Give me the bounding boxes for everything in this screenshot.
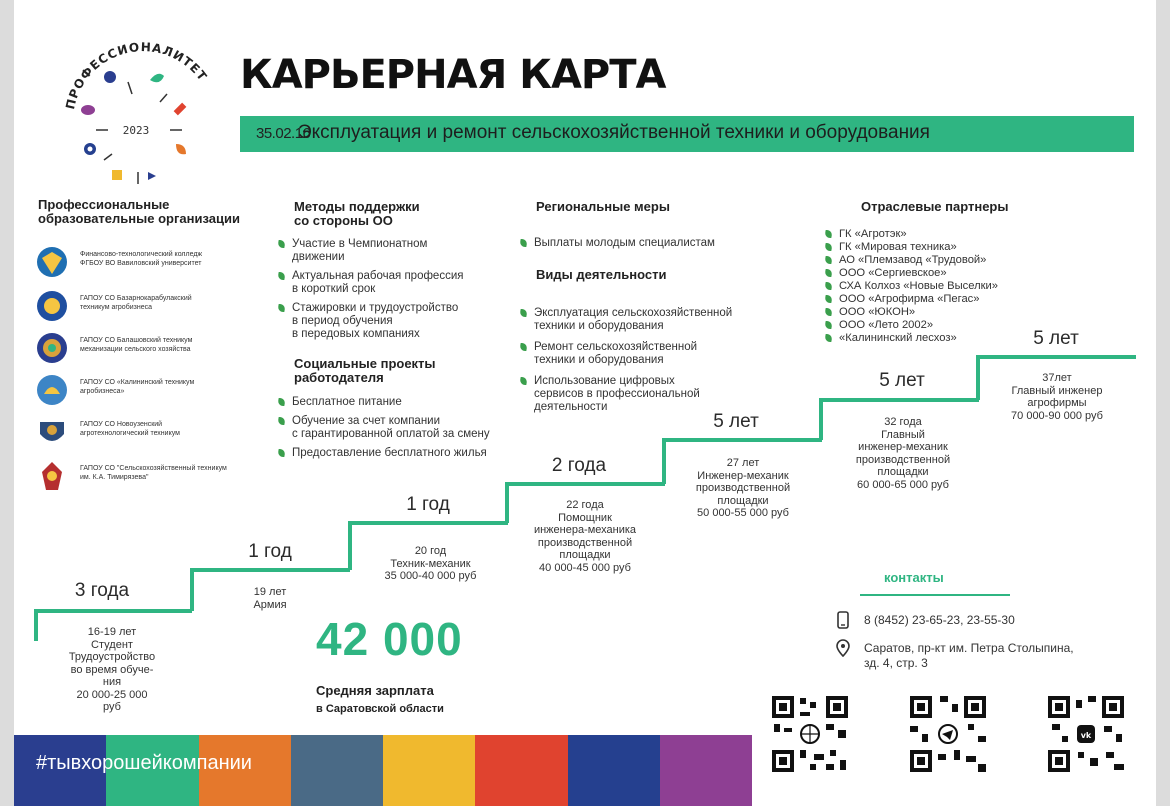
support-heading: Методы поддержки со стороны ОО	[294, 199, 420, 228]
social-list	[278, 396, 528, 460]
org-item: ГАПОУ СО Базарнокарабулакский техникум агробизнеса	[36, 288, 266, 328]
average-salary-value: 42 000	[316, 613, 463, 665]
step-details: 32 года Главный инженер-механик производственной площадки 60 000-65 000 руб	[855, 416, 951, 491]
footer-color-segment	[568, 735, 660, 806]
list-item: «Калининский лесхоз»	[825, 332, 1055, 345]
svg-text:vk: vk	[1080, 731, 1092, 740]
step-duration: 5 лет	[1033, 328, 1079, 349]
contact-address: Саратов, пр-кт им. Петра Столыпина, зд. 4, стр. 3	[864, 641, 1074, 670]
step-duration: 1 год	[406, 494, 450, 515]
qr-code-website[interactable]	[770, 694, 850, 774]
professionalitet-logo	[52, 32, 232, 202]
step-duration: 1 год	[248, 541, 292, 562]
contacts-underline	[860, 594, 1010, 596]
regional-heading: Региональные меры	[536, 199, 670, 214]
list-item: Бесплатное питание	[278, 396, 528, 409]
list-item: ООО «Сергиевское»	[825, 267, 1055, 280]
org-item: ГАПОУ СО Новоузенский агротехнологический техникум	[36, 414, 266, 454]
footer-color-segment	[291, 735, 383, 806]
step-duration: 3 года	[74, 580, 130, 601]
list-item: Предоставление бесплатного жилья	[278, 447, 528, 460]
page-title: КАРЬЕРНАЯ КАРТА	[240, 52, 666, 98]
footer-hashtag: #тывхорошейкомпании	[36, 752, 252, 774]
step-details: 19 лет Армия	[253, 586, 287, 611]
list-item: ГК «Мировая техника»	[825, 241, 1055, 254]
contacts-heading: контакты	[884, 570, 944, 585]
college-emblem-icon	[36, 374, 68, 406]
org-item: ГАПОУ СО «Калининский техникум агробизнеса»	[36, 372, 266, 412]
footer-color-segment	[660, 735, 752, 806]
list-item: Ремонт сельскохозяйственной техники и оборудования	[520, 341, 770, 367]
college-emblem-icon	[36, 290, 68, 322]
list-item: АО «Племзавод «Трудовой»	[825, 254, 1055, 267]
career-map-sheet	[14, 0, 1156, 806]
list-item: Участие в Чемпионатном движении	[278, 238, 518, 264]
step-duration: 5 лет	[713, 411, 759, 432]
step-duration: 5 лет	[879, 370, 925, 391]
step-duration: 2 года	[551, 455, 607, 476]
partners-heading: Отраслевые партнеры	[861, 199, 1009, 214]
college-emblem-icon	[36, 416, 68, 448]
college-emblem-icon	[36, 246, 68, 278]
logo-year: 2023	[122, 124, 150, 137]
footer-color-segment	[475, 735, 567, 806]
list-item: ООО «Лето 2002»	[825, 319, 1055, 332]
step-details: 16-19 лет Студент Трудоустройство во время обуче- ния 20 000-25 000 руб	[68, 626, 156, 713]
list-item: ООО «ЮКОН»	[825, 306, 1055, 319]
list-item: Использование цифровых сервисов в профессиональной деятельности	[520, 375, 770, 414]
list-item: Выплаты молодым специалистам	[520, 237, 760, 250]
list-item: СХА Колхоз «Новые Выселки»	[825, 280, 1055, 293]
contact-phone[interactable]: 8 (8452) 23-65-23, 23-55-30	[864, 613, 1015, 627]
org-item: Финансово-технологический колледж ФГБОУ ВО Вавиловский университет	[36, 244, 266, 284]
list-item: ГК «Агротэк»	[825, 228, 1055, 241]
org-item: ГАПОУ СО "Сельскохозяйственный техникум им. К.А. Тимирязева"	[36, 458, 266, 498]
support-list	[278, 238, 518, 341]
list-item: Эксплуатация сельскохозяйственной техники и оборудования	[520, 307, 770, 333]
qr-code-telegram[interactable]	[908, 694, 988, 774]
college-emblem-icon	[36, 332, 68, 364]
activities-list	[520, 307, 770, 414]
list-item: ООО «Агрофирма «Пегас»	[825, 293, 1055, 306]
org-item: ГАПОУ СО Балашовский техникум механизации сельского хозяйства	[36, 330, 266, 370]
activities-heading: Виды деятельности	[536, 267, 667, 282]
list-item: Обучение за счет компании с гарантированной оплатой за смену	[278, 415, 528, 441]
specialty-name: Эксплуатация и ремонт сельскохозяйственной техники и оборудования	[298, 122, 930, 143]
specialty-banner	[240, 116, 1134, 152]
social-heading: Социальные проекты работодателя	[294, 356, 436, 385]
footer-color-segment	[383, 735, 475, 806]
step-details: 27 лет Инженер-механик производственной площадки 50 000-55 000 руб	[695, 457, 791, 519]
qr-code-vk[interactable]	[1046, 694, 1126, 774]
step-details: 37лет Главный инженер агрофирмы 70 000-90 000 руб	[1011, 372, 1103, 422]
list-item: Актуальная рабочая профессия в короткий срок	[278, 270, 518, 296]
list-item: Стажировки и трудоустройство в период обучения в передовых компаниях	[278, 302, 518, 341]
regional-list	[520, 237, 760, 250]
phone-icon	[836, 611, 850, 629]
college-emblem-icon	[36, 460, 68, 492]
step-details: 22 года Помощник инженера-механика производственной площадки 40 000-45 000 руб	[533, 499, 637, 574]
specialty-code: 35.02.16	[256, 125, 311, 142]
logo-arc-text: ПРОФЕССИОНАЛИТЕТ	[63, 39, 210, 111]
orgs-heading: Профессиональные образовательные организации	[38, 197, 240, 226]
step-details: 20 год Техник-механик 35 000-40 000 руб	[384, 545, 477, 582]
average-salary-label: Средняя зарплата в Саратовской области	[316, 683, 444, 715]
location-pin-icon	[835, 639, 851, 657]
